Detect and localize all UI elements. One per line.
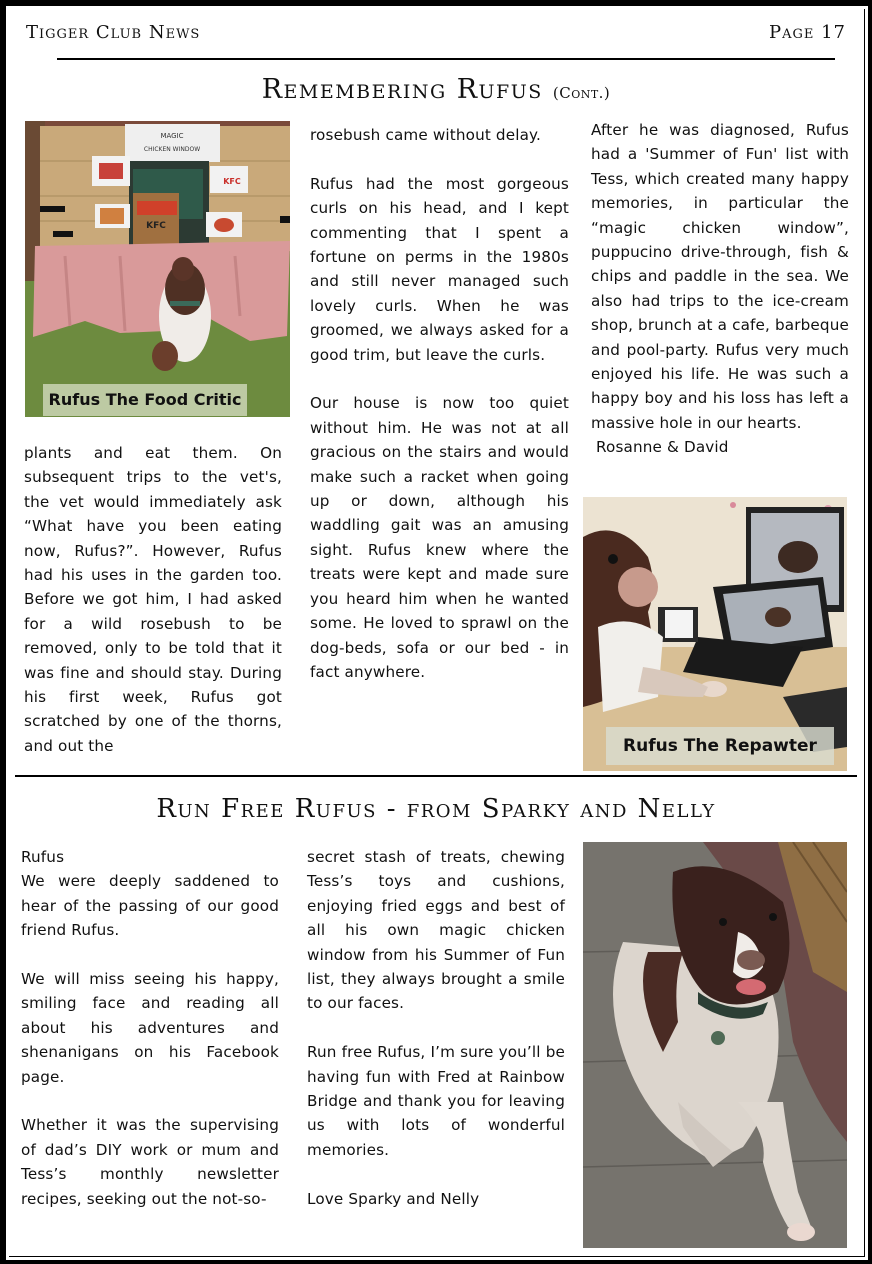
article1-column2 [310, 123, 569, 684]
article1-signature: Rosanne & David [596, 438, 729, 457]
svg-text:CHICKEN WINDOW: CHICKEN WINDOW [143, 146, 201, 153]
article1-col2-paragraph-2: Rufus had the most gorgeous curls on his head, and I kept commenting that I spent a fortune on perms in the 1980s and still never managed such lovely curls. When he was groomed, we always asked for a good trim, but leave the curls. [310, 174, 569, 364]
article2-salutation: Rufus [21, 848, 65, 866]
food-critic-caption: Rufus The Food Critic [48, 390, 242, 409]
svg-text:KFC: KFC [146, 221, 166, 231]
svg-text:KFC: KFC [223, 177, 241, 186]
article2-column2 [307, 845, 565, 1211]
svg-text:MAGIC: MAGIC [160, 132, 184, 140]
article1-col2-paragraph-1: rosebush came without delay. [310, 126, 541, 144]
photo-running-dog [583, 842, 847, 1248]
article1-col3-paragraph: After he was diagnosed, Rufus had a 'Summer of Fun' list with Tess, which created many happy memories, in particular the “magic chicken window”, puppucino drive-through, fish & chips and paddle in the sea. We also had trips to the ice-cream shop, brunch at a cafe, barbeque and pool-party. Rufus very much enjoyed his life. He was such a happy boy and his loss has left a massive hole in our hearts. [591, 121, 849, 432]
article-title-text: Remembering Rufus [261, 74, 543, 105]
header-rule [57, 58, 835, 60]
publication-name: Tigger Club News [26, 22, 201, 43]
article2-col2-paragraph-1: secret stash of treats, chewing Tess’s toys and cushions, enjoying fried eggs and best of all his own magic chicken window from his Summer of Fun list, they always brought a smile to our faces. [307, 848, 565, 1013]
article2-col1-paragraph-2: We will miss seeing his happy, smiling face and reading all about his adventures and shenanigans on his Facebook page. [21, 970, 279, 1086]
running-dog-image [583, 842, 847, 1248]
article2-title: Run Free Rufus - from Sparky and Nelly [156, 794, 716, 824]
page-number: Page 17 [769, 22, 846, 43]
article-title-suffix: (Cont.) [552, 84, 611, 102]
food-critic-image [25, 121, 290, 417]
article2-col1-paragraph-3: Whether it was the supervising of dad’s DIY work or mum and Tess’s monthly newsletter recipes, seeking out the not-so- [21, 1116, 279, 1208]
photo-food-critic [25, 121, 290, 417]
article1-col1-paragraph: plants and eat them. On subsequent trips to the vet's, the vet would immediately ask “What have you been eating now, Rufus?”. However, Rufus had his uses in the garden too. Before we got him, I had asked for a wild rosebush to be removed, only to be told that it was fine and should stay. During his first week, Rufus got scratched by one of the thorns, and out the [24, 444, 282, 755]
article1-column1 [24, 441, 282, 758]
article1-column3 [591, 118, 849, 460]
article1-col2-paragraph-3: Our house is now too quiet without him. He was not at all gracious on the stairs and would make such a racket when going up or down, although his waddling gait was an amusing sight. Rufus knew where the treats were kept and made sure you heard him when he wanted some. He loved to sprawl on the dog-beds, sofa or our bed - in fact anywhere. [310, 394, 569, 681]
repawter-caption: Rufus The Repawter [623, 736, 817, 756]
article2-col2-paragraph-2: Run free Rufus, I’m sure you’ll be having fun with Fred at Rainbow Bridge and thank you for leaving us with lots of wonderful memories. [307, 1043, 565, 1159]
article-title [0, 74, 872, 105]
article2-col1-paragraph-1: We were deeply saddened to hear of the passing of our good friend Rufus. [21, 872, 279, 940]
photo-repawter [583, 497, 847, 771]
section-divider [15, 775, 857, 777]
article2-signature: Love Sparky and Nelly [307, 1189, 480, 1208]
article2-column1 [21, 845, 279, 1211]
